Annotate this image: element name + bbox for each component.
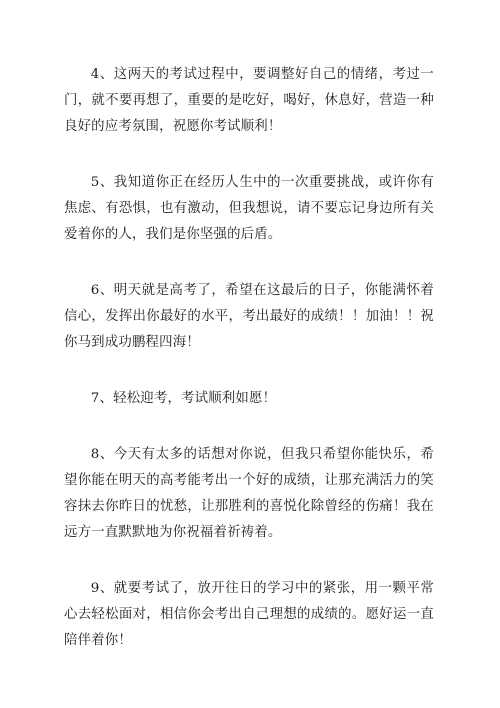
paragraph-5: 5、我知道你正在经历人生中的一次重要挑战，或许你有焦虑、有恐惧，也有激动，但我想说，请不要忘记身边所有关爱着你的人，我们是你坚强的后盾。 xyxy=(64,175,434,242)
document-body xyxy=(64,62,434,654)
paragraph-8: 8、今天有太多的话想对你说，但我只希望你能快乐，希望你能在明天的高考能考出一个好的成绩，让那充满活力的笑容抹去你昨日的忧愁，让那胜利的喜悦化除曾经的伤痛！我在远方一直默默地为你祝福着祈祷着。 xyxy=(64,447,434,540)
paragraph-4: 4、这两天的考试过程中，要调整好自己的情绪，考过一门，就不要再想了，重要的是吃好，喝好，休息好，营造一种良好的应考氛围，祝愿你考试顺利！ xyxy=(64,67,434,134)
paragraph-7: 7、轻松迎考，考试顺利如愿！ xyxy=(90,391,277,406)
paragraph-6: 6、明天就是高考了，希望在这最后的日子，你能满怀着信心，发挥出你最好的水平，考出最好的成绩！！加油！！祝你马到成功鹏程四海！ xyxy=(64,283,434,350)
paragraph-9: 9、就要考试了，放开往日的学习中的紧张，用一颗平常心去轻松面对，相信你会考出自己理想的成绩的。愿好运一直陪伴着你！ xyxy=(64,581,434,648)
